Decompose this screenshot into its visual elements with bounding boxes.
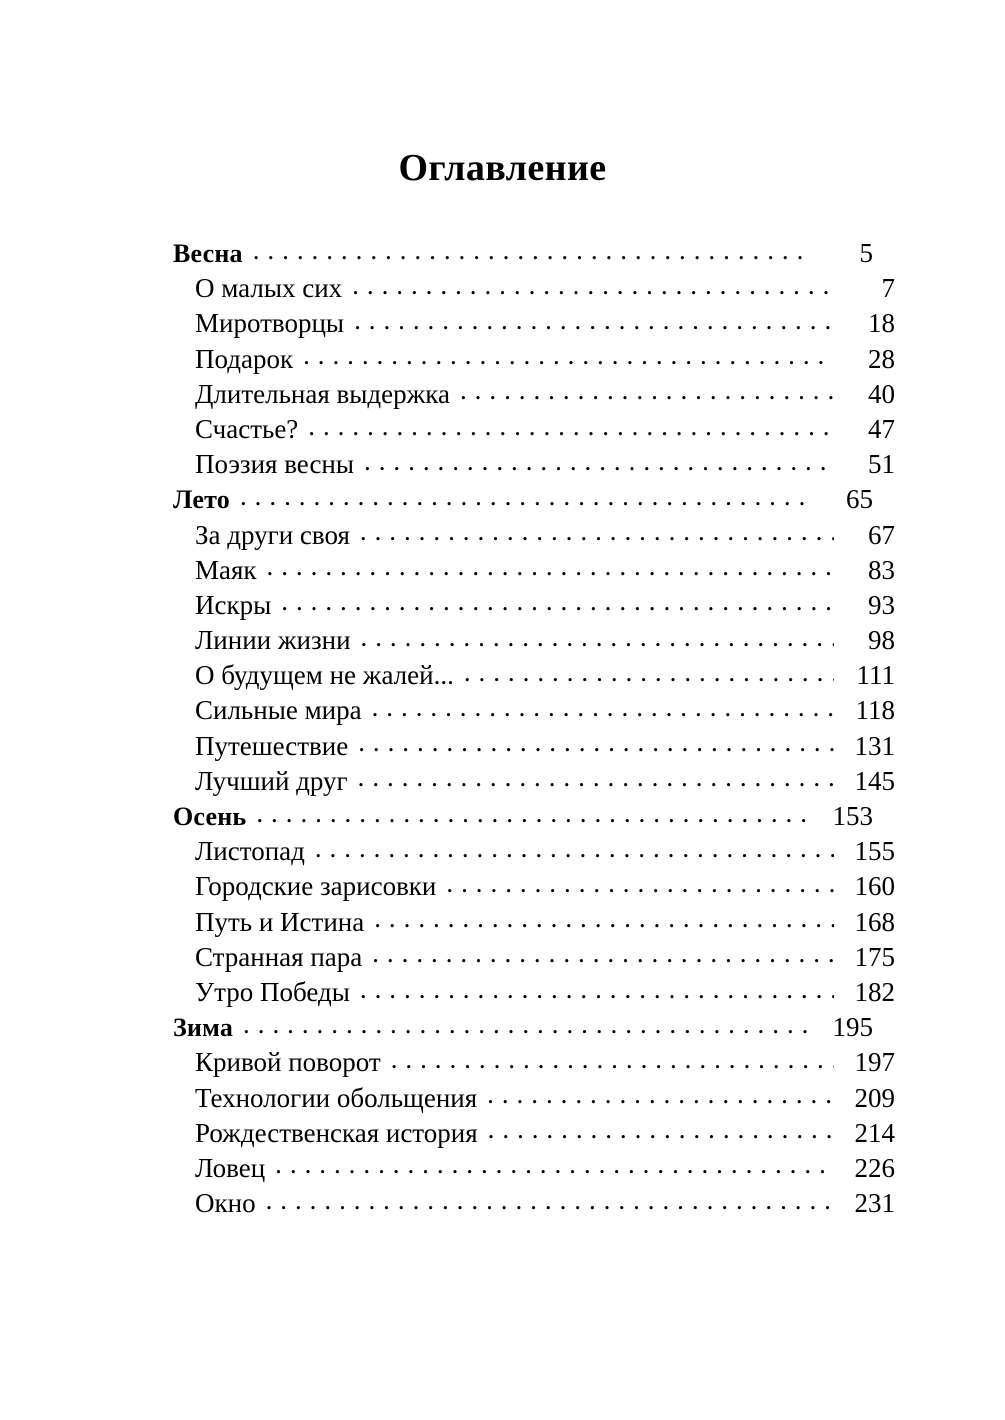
toc-entry-row[interactable] (173, 765, 895, 803)
toc-page-number: 47 (868, 413, 895, 444)
dot-leader (372, 703, 834, 719)
dot-leader (315, 844, 834, 860)
toc-page-number: 51 (868, 449, 895, 480)
toc-entry-label: Подарок (195, 343, 294, 374)
toc-entry-label: Странная пара (195, 941, 363, 972)
toc-page-number: 195 (832, 1012, 873, 1043)
dot-leader (464, 668, 834, 684)
toc-page-number: 168 (854, 906, 895, 937)
toc-section-row[interactable] (173, 803, 873, 838)
toc-entry-row[interactable] (173, 697, 895, 732)
toc-entry-label: Городские зарисовки (195, 871, 437, 902)
toc-entry-label: Листопад (195, 836, 305, 867)
toc-entry-row[interactable] (173, 413, 895, 451)
toc-page-number: 197 (854, 1047, 895, 1078)
toc-entry-label: Линии жизни (195, 625, 351, 656)
dot-leader (308, 422, 834, 438)
toc-entry-row[interactable] (173, 1152, 895, 1190)
toc-list (173, 238, 895, 1225)
toc-entry-label: Технологии обольщения (195, 1082, 478, 1113)
dot-leader (460, 387, 834, 403)
dot-leader (361, 633, 834, 649)
toc-entry-label: Миротворцы (195, 308, 345, 339)
dot-leader (266, 1196, 834, 1212)
toc-entry-row[interactable] (173, 310, 895, 345)
toc-entry-label: Длительная выдержка (195, 378, 450, 409)
toc-entry-row[interactable] (173, 627, 895, 662)
toc-page-number: 111 (856, 660, 895, 691)
toc-entry-row[interactable] (173, 976, 895, 1014)
dot-leader (352, 281, 834, 297)
dot-leader (303, 352, 834, 368)
toc-page-number: 18 (868, 308, 895, 339)
toc-entry-row[interactable] (173, 343, 895, 381)
dot-leader (243, 1020, 812, 1036)
toc-page-number: 153 (832, 801, 873, 831)
toc-page-number: 155 (854, 836, 895, 867)
toc-page-number: 209 (854, 1082, 895, 1113)
dot-leader (374, 915, 834, 931)
toc-entry-row[interactable] (173, 730, 895, 768)
toc-entry-label: Рождественская история (195, 1117, 478, 1148)
toc-page-number: 160 (854, 871, 895, 902)
toc-page-number: 175 (854, 941, 895, 972)
toc-entry-row[interactable] (173, 1117, 895, 1155)
toc-entry-row[interactable] (173, 1082, 895, 1120)
toc-page-number: 145 (854, 765, 895, 796)
toc-entry-label: Окно (195, 1188, 256, 1219)
toc-entry-row[interactable] (173, 838, 895, 873)
toc-section-label: Весна (173, 239, 243, 268)
dot-leader (354, 316, 834, 332)
dot-leader (358, 739, 834, 755)
toc-section-row[interactable] (173, 240, 873, 275)
dot-leader (391, 1055, 834, 1071)
toc-entry-row[interactable] (173, 906, 895, 944)
toc-entry-label: Сильные мира (195, 695, 362, 726)
toc-page-number: 67 (868, 519, 895, 550)
toc-page-number: 28 (868, 343, 895, 374)
dot-leader (240, 492, 812, 508)
toc-entry-row[interactable] (173, 662, 895, 697)
toc-section-label: Зима (173, 1013, 234, 1043)
toc-page-number: 182 (854, 976, 895, 1007)
dot-leader (358, 774, 834, 790)
toc-section-label: Осень (173, 802, 247, 831)
toc-page-number: 231 (854, 1188, 895, 1219)
dot-leader (446, 879, 834, 895)
toc-entry-row[interactable] (173, 1049, 895, 1084)
toc-entry-label: Счастье? (195, 413, 299, 444)
dot-leader (253, 246, 812, 262)
toc-page-number: 98 (868, 625, 895, 656)
toc-page-number: 65 (846, 484, 873, 515)
toc-entry-label: Путь и Истина (195, 906, 365, 937)
toc-entry-label: Утро Победы (195, 976, 350, 1007)
dot-leader (364, 457, 834, 473)
toc-entry-label: Кривой поворот (195, 1047, 381, 1078)
toc-entry-row[interactable] (173, 519, 895, 557)
toc-entry-label: Искры (195, 589, 272, 620)
toc-page-number: 214 (854, 1117, 895, 1148)
toc-page-number: 118 (855, 695, 895, 726)
dot-leader (275, 1161, 834, 1177)
toc-entry-row[interactable] (173, 554, 895, 592)
toc-page-number: 226 (854, 1152, 895, 1183)
dot-leader (360, 528, 834, 544)
toc-entry-label: Ловец (195, 1152, 266, 1183)
toc-page-number: 93 (868, 589, 895, 620)
toc-section-label: Лето (173, 485, 230, 515)
toc-entry-label: Маяк (195, 554, 257, 585)
toc-entry-label: О будущем не жалей... (195, 660, 454, 691)
dot-leader (487, 1091, 834, 1107)
toc-entry-row[interactable] (173, 1190, 895, 1225)
dot-leader (488, 1126, 834, 1142)
toc-page-number: 83 (868, 554, 895, 585)
toc-entry-row[interactable] (173, 378, 895, 416)
dot-leader (372, 950, 834, 966)
toc-entry-row[interactable] (173, 275, 895, 310)
dot-leader (267, 563, 834, 579)
toc-entry-label: О малых сих (195, 273, 343, 304)
dot-leader (256, 809, 812, 825)
toc-entry-label: За други своя (195, 519, 350, 550)
toc-section-row[interactable] (173, 486, 873, 521)
toc-entry-label: Поэзия весны (195, 449, 355, 480)
toc-page-number: 40 (868, 378, 895, 409)
toc-entry-row[interactable] (173, 451, 895, 486)
page-title: Оглавление (398, 147, 607, 190)
toc-entry-row[interactable] (173, 873, 895, 908)
toc-entry-label: Путешествие (195, 730, 349, 761)
toc-page-number: 5 (859, 238, 873, 268)
toc-entry-label: Лучший друг (195, 765, 348, 796)
dot-leader (360, 985, 834, 1001)
toc-page-number: 131 (854, 730, 895, 761)
toc-entry-row[interactable] (173, 941, 895, 979)
toc-entry-row[interactable] (173, 589, 895, 627)
toc-page-number: 7 (881, 273, 895, 304)
dot-leader (281, 598, 834, 614)
toc-section-row[interactable] (173, 1014, 873, 1049)
